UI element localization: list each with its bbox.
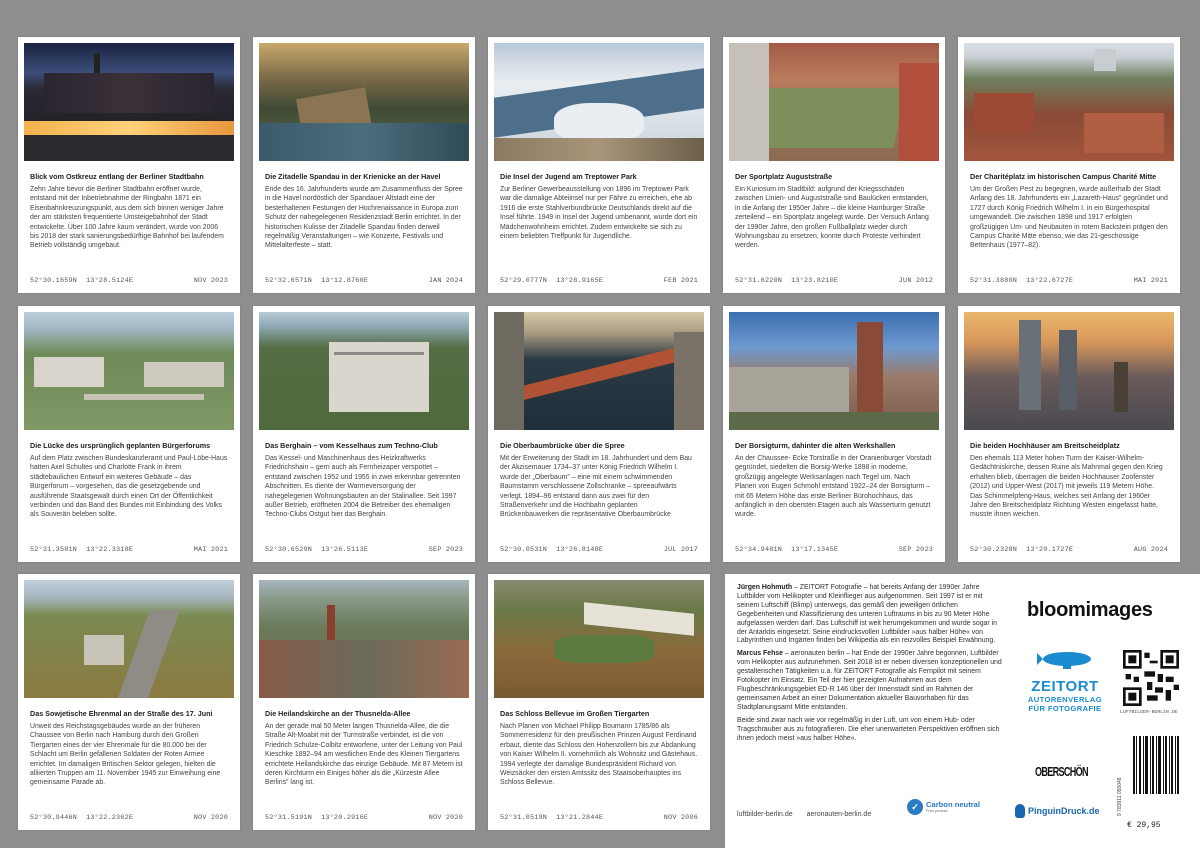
price: € 29,95: [1127, 821, 1161, 830]
oberschon-logo: OBERSCHÖN: [1035, 764, 1088, 779]
author-name-2: Marcus Fehse: [737, 650, 783, 658]
card-title: Der Borsigturm, dahinter die alten Werkshallen: [735, 441, 896, 450]
author-bio-2: – aeronauten berlin – hat Ende der 1990er Jahre begonnen, Luftbilder vom Helikopter aus aufzunehmen. Seit 2018 ist er neben diversen konzeptionellen und gestalterischen Tätigkeiten u.a. für ZEITORT Fotografie als Fernpilot mit seinem Fotokopter im Einsatz. Ein Teil der hier gezeigten Aufnahmen aus dem Flugbeschränkungsgebiet ED-R 146 über der Innenstadt sind im Rahmen der gemeinsamen Arbeit an einer Dokumentation aktueller Bauvorhaben für das Stadtplanungsamt Mitte entstanden.: [737, 650, 1002, 711]
card-photo-sportplatz: [729, 43, 939, 161]
carbon-sub: Print product: [926, 809, 948, 813]
card-text: Auf dem Platz zwischen Bundeskanzleramt und Paul-Löbe-Haus hatten Axel Schultes und Charlotte Frank in ihrem städtebaulichen Entwurf ein weiteres Gebäude – das Bürgerforum – vorgesehen, das die gesetzgebende und ausführende Staatsgewalt durch einen Ort der Öffentlichkeit verbinden und das Band des Bundes mit Einbindung des Volks als Souverän beleben sollte.: [30, 455, 228, 519]
zeitort-logo: [1025, 678, 1105, 713]
latitude: 52°30.1659N: [30, 277, 78, 285]
photo-card: [253, 306, 475, 562]
leaf-icon: ✓: [907, 799, 923, 815]
card-title: Das Sowjetische Ehrenmal an der Straße des 17. Juni: [30, 709, 213, 718]
card-photo-breitscheidplatz: [964, 312, 1174, 430]
latitude: 52°31.3880N: [970, 277, 1018, 285]
longitude: 13°21.2844E: [556, 814, 604, 822]
card-title: Der Sportplatz Auguststraße: [735, 172, 833, 181]
photo-card: [958, 306, 1180, 562]
photo-date: NOV 2006: [663, 814, 698, 822]
latitude: 52°31.0519N: [500, 814, 548, 822]
longitude: 13°23.8210E: [791, 277, 839, 285]
latitude: 52°30.0531N: [500, 546, 548, 554]
latitude: 52°30.9446N: [30, 814, 78, 822]
card-text: An der Chaussee- Ecke Torstraße in der Oranienburger Vorstadt gegründet, siedelten die Borsig-Werke 1898 in moderne, großzügig angelegte Werksanlagen nach Tegel um. Nach Planen von Eugen Schmohl entstand 1922–24 der Borsigturm – mit 65 Metern Höhe das erste Berliner Bürohochhaus, das anfänglich in den obersten Etagen auch als Wasserturm genutzt wurde.: [735, 455, 932, 519]
card-text: Um der Großen Pest zu begegnen, wurde außerhalb der Stadt Anfang des 18. Jahrhunderts ein „Lazareth-Haus" gegründet und 1727 durch König Friedrich Wilhelm I. in ein Bürgerhospital umgewandelt. Die zwischen 1898 und 1917 erfolgten großzügigen Um- und Neubauten in rotem Backstein prägen den Campus Charité Mitte ebenso, wie das 21-geschossige Bettenhaus (1977–82).: [970, 186, 1168, 250]
card-photo-bellevue: [494, 580, 704, 698]
zeitort-sub-1: AUTORENVERLAG: [1027, 695, 1103, 704]
photo-date: NOV 2020: [428, 814, 463, 822]
photo-card: [958, 37, 1180, 293]
card-text: Den ehemals 113 Meter hohen Turm der Kaiser-Wilhelm-Gedächtniskirche, dessen Ruine als Mahnmal gegen den Krieg erhalten blieb, überragen die beiden Hochhauser Zoofenster (2012) und Upper-West (2017) mit jeweils 119 Metern Höhe. Das Schimmelpfeng-Haus, welches seit Anfang der 1960er Jahre den Breitscheidplatz Richtung Westen eingefasst hatte, musste ihnen weichen.: [970, 455, 1163, 519]
latitude: 52°31.3581N: [30, 546, 78, 554]
longitude: 13°20.2916E: [321, 814, 369, 822]
card-text: Nach Planen von Michael Philipp Boumann 1785/86 als Sommerresidenz für den preußischen Prinzen August Ferdinand erbaut, diente das Schloss den Hohenzollern bis zur Abdankung von Kaiser Wilhelm II. vornehmlich als Wohnsitz und Gästehaus. 1994 verlegte der damalige Bundespräsident Richard von Weizsäcker den ersten Amtssitz des Staatsoberhauptes ins Schloss Bellevue.: [500, 723, 698, 787]
photo-date: NOV 2020: [193, 814, 228, 822]
photo-card: [723, 37, 945, 293]
photo-card: [18, 574, 240, 830]
longitude: 13°20.1727E: [1026, 546, 1074, 554]
pinguindruck-logo: [1015, 804, 1100, 818]
photo-date: NOV 2023: [193, 277, 228, 285]
latitude: 52°29.0777N: [500, 277, 548, 285]
card-title: Das Berghain – vom Kesselhaus zum Techno-Club: [265, 441, 438, 450]
card-title: Die beiden Hochhäuser am Breitscheidplatz: [970, 441, 1120, 450]
card-photo-ehrenmal: [24, 580, 234, 698]
longitude: 13°26.5113E: [321, 546, 369, 554]
carbon-title: Carbon neutral: [926, 800, 981, 809]
photo-card: [488, 37, 710, 293]
longitude: 13°22.2362E: [86, 814, 134, 822]
photo-date: JUL 2017: [663, 546, 698, 554]
photo-card: [488, 306, 710, 562]
card-title: Der Charitéplatz im historischen Campus Charité Mitte: [970, 172, 1157, 181]
card-title: Die Oberbaumbrücke über die Spree: [500, 441, 625, 450]
bloomimages-logo: bloomimages: [1027, 599, 1153, 621]
latitude: 52°30.2328N: [970, 546, 1018, 554]
photo-card: [723, 306, 945, 562]
photo-date: FEB 2021: [663, 277, 698, 285]
zeitort-sub-2: FÜR FOTOGRAFIE: [1028, 704, 1102, 713]
website-links: [737, 811, 883, 818]
card-text: Ende des 16. Jahrhunderts wurde am Zusammenfluss der Spree in die Havel nordöstlich der Spandauer Altstadt eine der besterhaltenen Festungen der Hochrenaissance in Europa zum Schutz der nahegelegenen Residenzstadt Berlin errichtet. In der historischen Kulisse der Zitadelle Spandau finden derweil regelmäßig Veranstaltungen – wie Konzerte, Festivals und Mittelalterfeste – statt.: [265, 186, 463, 250]
isbn-number: 9 783911 055048: [1117, 777, 1123, 816]
card-text: Zur Berliner Gewerbeausstellung von 1896 im Treptower Park war die damalige Abteiinsel nur per Fähre zu erreichen, ehe ab 1916 die erste Stahlverbundbrücke Deutschlands direkt auf die Insel führte. 1949 in Insel der Jugend umbenannt, wurde dort ein Mädchenwohnheim errichtet. Zudem entwickelte sie sich zu einem beliebten Treffpunkt für Jugendliche.: [500, 186, 698, 241]
latitude: 52°31.5191N: [265, 814, 313, 822]
latitude: 52°32.6571N: [265, 277, 313, 285]
card-photo-berghain: [259, 312, 469, 430]
card-title: Die Heilandskirche an der Thusnelda-Allee: [265, 709, 411, 718]
photo-card: [488, 574, 710, 830]
card-photo-oberbaumbruecke: [494, 312, 704, 430]
card-text: Zehn Jahre bevor die Berliner Stadtbahn eröffnet wurde, entstand mit der Inbetriebnahme der Ringbahn 1871 ein Eisenbahnkreuzungspunkt, aus dem sich binnen weniger Jahre der am stärksten frequentierte Umsteigebahnhof der Stadt entwickelte. Über 100 Jahre kaum verändert, wurde von 2006 bis 2018 der stark sanierungsbedürftige Bahnhof bei laufendem Betrieb vollständig umgebaut.: [30, 186, 224, 250]
zeitort-name: ZEITORT: [1031, 678, 1099, 695]
longitude: 13°28.5124E: [86, 277, 134, 285]
authors-text: [737, 584, 1005, 747]
card-photo-borsigturm: [729, 312, 939, 430]
photo-date: MAI 2021: [1133, 277, 1168, 285]
longitude: 13°22.6727E: [1026, 277, 1074, 285]
carbon-neutral-badge: [907, 799, 980, 815]
pinguin-label: PinguinDruck.de: [1028, 806, 1100, 816]
qr-code[interactable]: [1123, 650, 1179, 706]
card-title: Die Insel der Jugend am Treptower Park: [500, 172, 637, 181]
longitude: 13°17.1345E: [791, 546, 839, 554]
card-text: Ein Kuriosum im Stadtbild: aufgrund der Kriegsschäden zwischen Linien- und Auguststraße sind Baulücken entstanden, in die Anfang der 1950er Jahre – die kleine Hamburger Straße zerteilend – ein Sportplatz angelegt wurde. Der Versuch Anfang der 1990er Jahre, den großen Fußballplatz wieder durch Wohnungsbau zu ersetzen, konnte durch Proteste verhindert werden.: [735, 186, 929, 250]
author-bio-1: – ZEITORT Fotografie – hat bereits Anfang der 1990er Jahre Luftbilder vom Helikopter und Kleinflieger aus aufgenommen. Seit 1997 ist er mit seinem Luftschiff (Blimp) unterwegs, das gemäß den jeweiligen örtlichen Gegebenheiten und Klassifizierung des unteren Luftraums in bis zu 90 Meter Höhe aufgelassen werden darf. Das Luftschiff ist weit herumgekommen und wurde sogar in der Antarktis eingesetzt. Seine eindrucksvollen Luftbilder »aus halber Höhe« von Labyrinthen und Irrgärten finden bei Wikipedia als ein reizvolles Beispiel Erwähnung.: [737, 584, 997, 645]
penguin-icon: [1015, 804, 1025, 818]
card-photo-insel: [494, 43, 704, 161]
photo-date: SEP 2023: [428, 546, 463, 554]
card-text: An der gerade mal 50 Meter langen Thusnelda-Allee, die die Straße Alt-Moabit mit der Turmstraße verbindet, ist die von Friedrich Schulze-Colbitz entworfene, unter der Leitung von Paul Kieschke 1892–94 am westlichen Ende des Kleinen Tiergartens errichtete Heilandskirche das einzige Gebäude. Mit 87 Metern ist deren Kirchturm ein Einiges höher als die „Kürzeste Allee Berlins" lang ist.: [265, 723, 463, 787]
card-title: Die Zitadelle Spandau in der Krienicke an der Havel: [265, 172, 441, 181]
longitude: 13°26.8148E: [556, 546, 604, 554]
card-photo-zitadelle: [259, 43, 469, 161]
photo-date: AUG 2024: [1133, 546, 1168, 554]
photo-date: JAN 2024: [428, 277, 463, 285]
card-photo-buergerforum: [24, 312, 234, 430]
photo-card: [18, 37, 240, 293]
photo-date: JUN 2012: [898, 277, 933, 285]
longitude: 13°12.8760E: [321, 277, 369, 285]
card-photo-ostkreuz: [24, 43, 234, 161]
card-title: Die Lücke des ursprünglich geplanten Bürgerforums: [30, 441, 211, 450]
latitude: 52°31.6220N: [735, 277, 783, 285]
latitude: 52°34.9481N: [735, 546, 783, 554]
card-text: Unweit des Reichstagsgebäudes wurde an der früheren Chaussee von Berlin nach Hamburg durch den Großen Tiergarten eines der vier Ehrenmale für die 80.000 bei der Schlacht um Berlin gefallenen Soldaten der Roten Armee errichtet. Im damaligen Britischen Sektor gelegen, hielten die alliierten Truppen am 11. November 1945 zur Einweihung eine gemeinsame Parade ab.: [30, 723, 221, 787]
card-text: Das Kessel- und Maschinenhaus des Heizkraftwerks Friedrichshain – gern auch als Fernheizaper verspottet – entstand zwischen 1952 und 1955 in zwei erkennbar getrennten Abschnitten. Es diente der Warmeversorgung der nahegelegenen Wohnungsbauten an der Stalinallee. Seit 1997 außer Betrieb, eröffneten 2004 die Betreiber des ehemaligen Techno-Clubs Ostgut hier das Berghain.: [265, 455, 461, 519]
qr-caption: LUFTBILDER-BERLIN.DE: [1120, 710, 1178, 715]
link-luftbilder[interactable]: luftbilder-berlin.de: [737, 811, 793, 818]
longitude: 13°22.3318E: [86, 546, 134, 554]
card-title: Blick vom Ostkreuz entlang der Berliner Stadtbahn: [30, 172, 204, 181]
longitude: 13°28.9165E: [556, 277, 604, 285]
photo-card: [253, 574, 475, 830]
info-panel: [725, 574, 1200, 848]
author-name-1: Jürgen Hohmuth: [737, 584, 793, 591]
barcode: [1121, 734, 1183, 812]
photo-card: [253, 37, 475, 293]
photo-date: SEP 2023: [898, 546, 933, 554]
card-photo-charite: [964, 43, 1174, 161]
photo-date: MAI 2021: [193, 546, 228, 554]
latitude: 52°30.6529N: [265, 546, 313, 554]
card-text: Mit der Erweiterung der Stadt im 18. Jahrhundert und dem Bau der Akzisemauer 1734–37 unter König Friedrich Wilhelm I. wurde der „Oberbaum" – eine mit einem schwimmenden Baumstamm verschlossene Zollschranke – spreeaufwärts verlegt. 1894–96 entstand dann aus zwei für den Straßenverkehr und die Hochbahn geplanten Brückenbauwerken die repräsentative Oberbaumbrücke: [500, 455, 692, 519]
blimp-icon: [1037, 650, 1099, 670]
photo-card: [18, 306, 240, 562]
closing-text: Beide sind zwar nach wie vor regelmäßig in der Luft, um von einem Hub- oder Tragschrauber aus zu fotografieren. Die eher unerwarteten Perspektiven eröffnen sich ihnen jedoch meist »aus halber Höhe«.: [737, 716, 1000, 742]
card-title: Das Schloss Bellevue im Großen Tiergarten: [500, 709, 650, 718]
card-photo-heilandskirche: [259, 580, 469, 698]
link-aeronauten[interactable]: aeronauten-berlin.de: [806, 811, 872, 818]
